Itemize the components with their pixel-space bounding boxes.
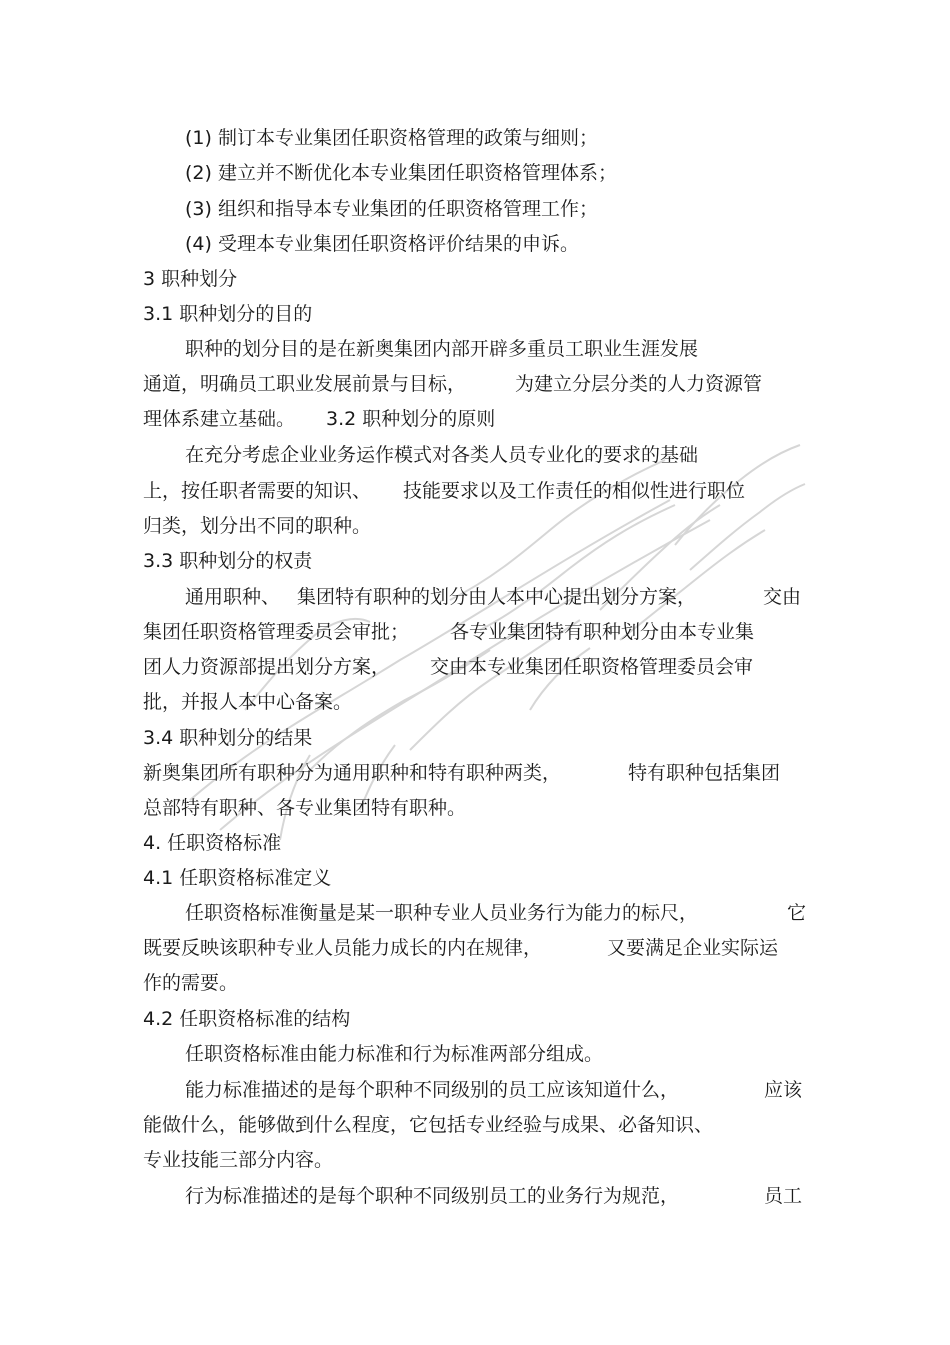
- text-line: [0, 725, 950, 751]
- text-segment: 总部特有职种、各专业集团特有职种。: [143, 797, 467, 819]
- text-line: [0, 513, 950, 539]
- text-segment: 集团特有职种的划分由人本中心提出划分方案，: [297, 586, 697, 608]
- text-segment: 3.4 职种划分的结果: [143, 727, 313, 749]
- text-segment: 应该: [764, 1079, 803, 1101]
- text-segment: 通道，明确员工职业发展前景与目标，: [143, 373, 467, 395]
- text-segment: 理体系建立基础。: [143, 408, 296, 430]
- text-segment: (1) 制订本专业集团任职资格管理的政策与细则；: [185, 127, 598, 149]
- text-segment: 又要满足企业实际运: [607, 937, 779, 959]
- text-line: [0, 689, 950, 715]
- text-line: [0, 1183, 950, 1209]
- text-segment: 归类，划分出不同的职种。: [143, 515, 372, 537]
- text-segment: 在充分考虑企业业务运作模式对各类人员专业化的要求的基础: [185, 444, 699, 466]
- text-line: [0, 442, 950, 468]
- text-line: [0, 1077, 950, 1103]
- text-segment: 特有职种包括集团: [628, 762, 781, 784]
- text-segment: 通用职种、: [185, 586, 281, 608]
- text-line: [0, 266, 950, 292]
- text-segment: 4.2 任职资格标准的结构: [143, 1008, 351, 1030]
- text-line: [0, 760, 950, 786]
- text-segment: 集团任职资格管理委员会审批；: [143, 621, 410, 643]
- text-segment: 能力标准描述的是每个职种不同级别的员工应该知道什么，: [185, 1079, 680, 1101]
- text-line: [0, 1041, 950, 1067]
- text-segment: 3.1 职种划分的目的: [143, 303, 313, 325]
- text-line: [0, 160, 950, 186]
- text-segment: 任职资格标准由能力标准和行为标准两部分组成。: [185, 1043, 604, 1065]
- text-line: [0, 1112, 950, 1138]
- text-segment: 批，并报人本中心备案。: [143, 691, 353, 713]
- text-line: [0, 830, 950, 856]
- text-line: [0, 795, 950, 821]
- text-segment: (4) 受理本专业集团任职资格评价结果的申诉。: [185, 233, 579, 255]
- text-segment: 3.3 职种划分的权责: [143, 550, 313, 572]
- text-segment: 3.2 职种划分的原则: [326, 408, 496, 430]
- text-line: [0, 231, 950, 257]
- text-segment: 各专业集团特有职种划分由本专业集: [450, 621, 755, 643]
- text-segment: 团人力资源部提出划分方案，: [143, 656, 391, 678]
- text-segment: 交由本专业集团任职资格管理委员会审: [430, 656, 754, 678]
- text-segment: 3 职种划分: [143, 268, 238, 290]
- text-segment: (3) 组织和指导本专业集团的任职资格管理工作；: [185, 198, 598, 220]
- text-line: [0, 548, 950, 574]
- text-line: [0, 900, 950, 926]
- text-line: [0, 196, 950, 222]
- text-segment: 技能要求以及工作责任的相似性进行职位: [403, 480, 746, 502]
- text-line: [0, 970, 950, 996]
- text-segment: 既要反映该职种专业人员能力成长的内在规律，: [143, 937, 543, 959]
- text-line: [0, 865, 950, 891]
- text-line: [0, 301, 950, 327]
- text-segment: 它: [787, 902, 807, 924]
- text-line: [0, 619, 950, 645]
- text-segment: 上，按任职者需要的知识、: [143, 480, 372, 502]
- text-line: [0, 406, 950, 432]
- text-segment: 新奥集团所有职种分为通用职种和特有职种两类，: [143, 762, 562, 784]
- text-segment: 行为标准描述的是每个职种不同级别员工的业务行为规范，: [185, 1185, 680, 1207]
- text-segment: (2) 建立并不断优化本专业集团任职资格管理体系；: [185, 162, 617, 184]
- text-line: [0, 654, 950, 680]
- text-line: [0, 336, 950, 362]
- text-segment: 作的需要。: [143, 972, 239, 994]
- text-line: [0, 1147, 950, 1173]
- text-line: [0, 125, 950, 151]
- text-segment: 能做什么，能够做到什么程度，它包括专业经验与成果、必备知识、: [143, 1114, 714, 1136]
- text-segment: 员工: [764, 1185, 803, 1207]
- text-segment: 交由: [763, 586, 802, 608]
- text-segment: 为建立分层分类的人力资源管: [515, 373, 763, 395]
- text-segment: 4. 任职资格标准: [143, 832, 282, 854]
- text-segment: 职种的划分目的是在新奥集团内部开辟多重员工职业生涯发展: [185, 338, 699, 360]
- text-segment: 任职资格标准衡量是某一职种专业人员业务行为能力的标尺，: [185, 902, 699, 924]
- text-segment: 4.1 任职资格标准定义: [143, 867, 332, 889]
- text-segment: 专业技能三部分内容。: [143, 1149, 334, 1171]
- text-line: [0, 584, 950, 610]
- text-line: [0, 371, 950, 397]
- text-line: [0, 1006, 950, 1032]
- text-line: [0, 478, 950, 504]
- text-line: [0, 935, 950, 961]
